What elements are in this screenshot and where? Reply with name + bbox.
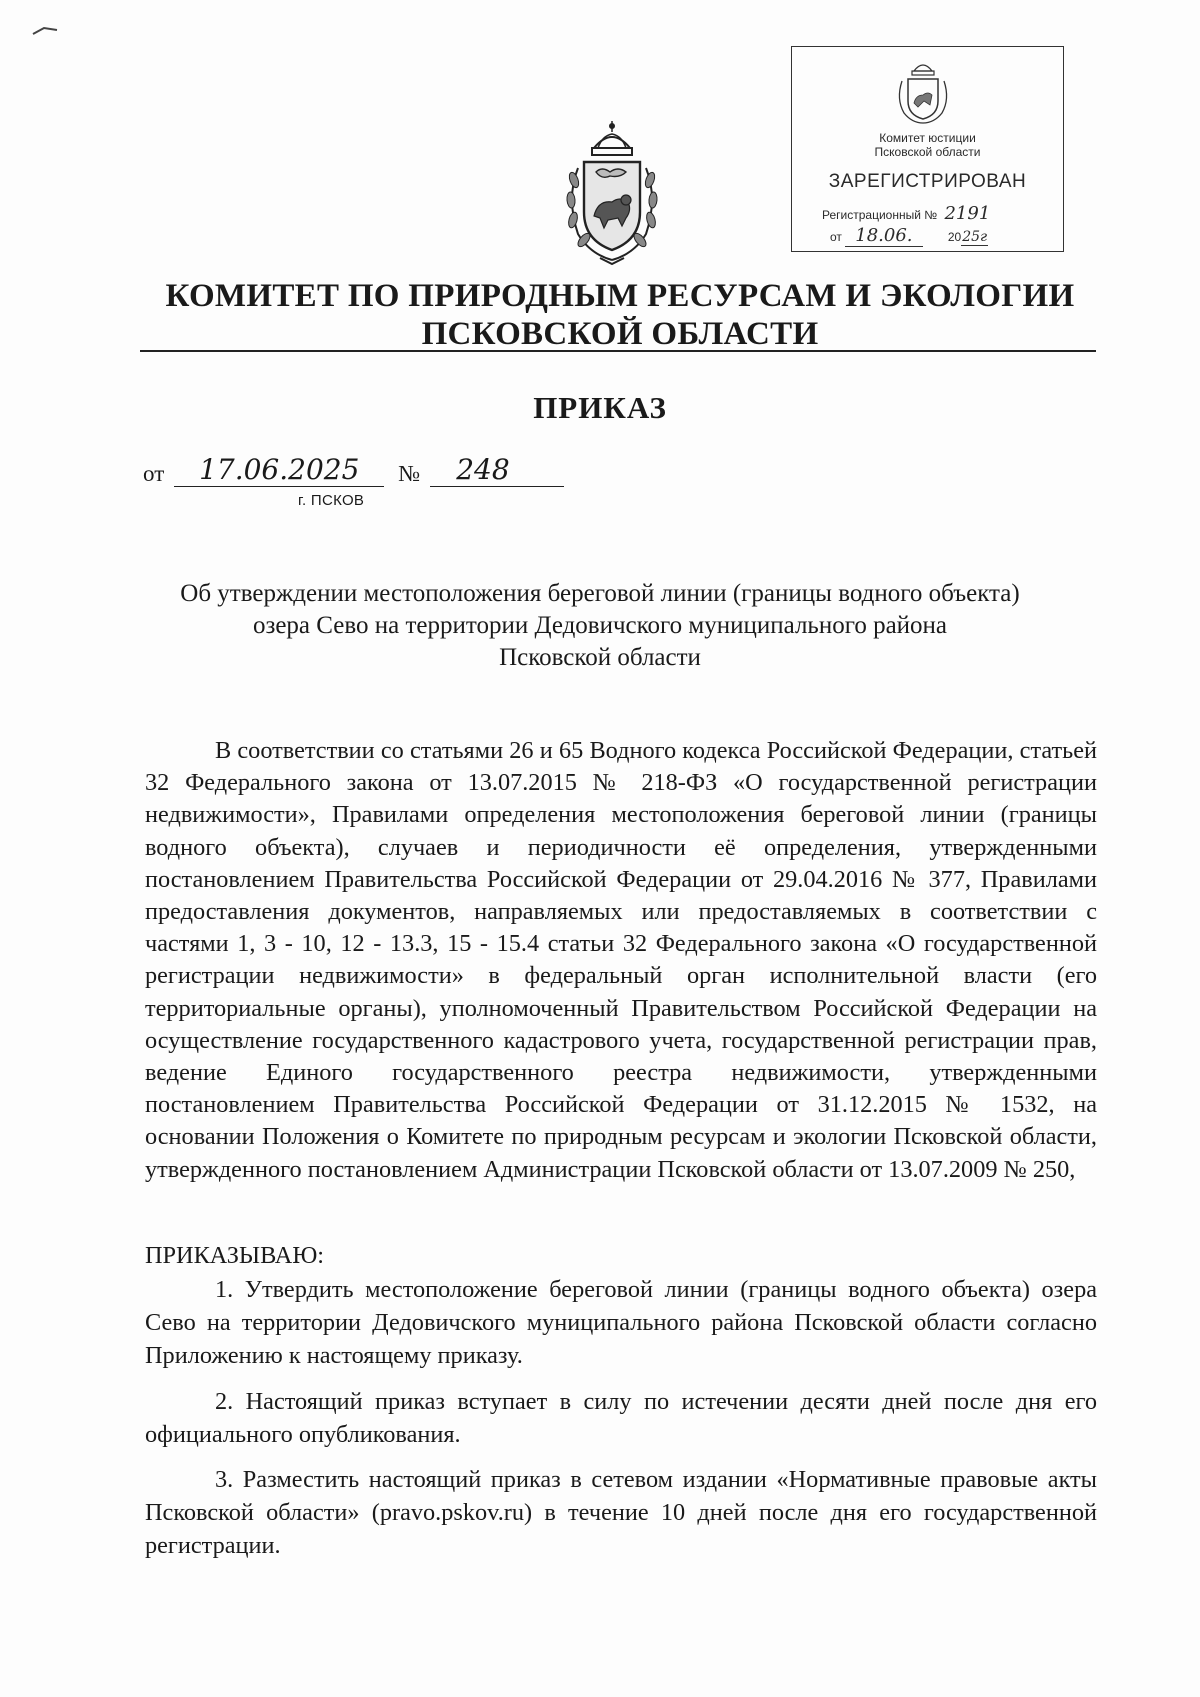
- order-word: ПРИКАЗЫВАЮ:: [145, 1242, 325, 1269]
- stamp-date-handwritten: 18.06.: [845, 225, 922, 247]
- preamble-paragraph: [145, 735, 1097, 1186]
- order-number-label: №: [398, 461, 421, 486]
- subject-line2: озера Сево на территории Дедовичского муниципального района: [252, 612, 948, 639]
- order-item-1-text: 1. Утвердить местоположение береговой линии (границы водного объекта) озера Сево на территории Дедовичского муниципального района Псковской области согласно Приложению к настоящему приказу.: [145, 1276, 1097, 1369]
- stamp-date-prefix: от: [830, 230, 842, 244]
- stamp-year: [948, 230, 988, 244]
- org-title-line1: КОМИТЕТ ПО ПРИРОДНЫМ РЕСУРСАМ И ЭКОЛОГИИ: [165, 278, 1075, 314]
- stamp-year-handwritten: 25г: [962, 229, 988, 245]
- stamp-coat-of-arms-icon: [894, 57, 952, 125]
- stamp-reg-label: Регистрационный №: [822, 208, 938, 222]
- order-date-number-row: [143, 454, 564, 487]
- stamp-reg-number-handwritten: 2191: [944, 203, 991, 224]
- stamp-year-prefix: 20: [947, 230, 962, 244]
- stamp-registered-title: ЗАРЕГИСТРИРОВАН: [828, 171, 1027, 192]
- order-item-2: [145, 1385, 1097, 1451]
- subject-line1: Об утверждении местоположения береговой линии (границы водного объекта): [180, 580, 1020, 607]
- stamp-date: [830, 225, 988, 246]
- stamp-registration-number: [822, 203, 990, 224]
- preamble-text: В соответствии со статьями 26 и 65 Водного кодекса Российской Федерации, статьей 32 Федерального закона от 13.07.2015 № 218-ФЗ «О государственной регистрации недвижимости», Правилами определения местоположения береговой линии (границы водного объекта), случаев и периодичности её определения, утвержденными постановлением Правительства Российской Федерации от 29.04.2016 № 377, Правилами предоставления документов, направляемых или предоставляемых в соответствии с частями 1, 3 - 10, 12 - 13.3, 15 - 15.4 статьи 32 Федерального закона «О государственной регистрации недвижимости» в федеральный орган исполнительной власти (его территориальные органы), уполномоченный Правительством Российской Федерации на осуществление государственного кадастрового учета, государственной регистрации прав, ведение Единого государственного реестра недвижимости, утвержденными постановлением Правительства Российской Федерации от 31.12.2015 № 1532, на основании Положения о Комитете по природным ресурсам и экологии Псковской области, утвержденного постановлением Администрации Псковской области от 13.07.2009 № 250,: [145, 737, 1097, 1183]
- subject-line3: Псковской области: [499, 644, 701, 671]
- scan-artifact-mark: [32, 24, 58, 36]
- org-title-line2: ПСКОВСКОЙ ОБЛАСТИ: [421, 316, 819, 352]
- coat-of-arms-icon: [560, 118, 664, 268]
- registration-stamp: [791, 46, 1064, 252]
- order-item-2-text: 2. Настоящий приказ вступает в силу по истечении десяти дней после дня его официального опубликования.: [145, 1388, 1097, 1448]
- order-date-handwritten: 17.06.2025: [174, 454, 384, 487]
- header-divider: [140, 350, 1096, 352]
- order-date-label: от: [143, 461, 165, 486]
- stamp-org-line1: Комитет юстиции: [879, 131, 976, 145]
- order-subject: [100, 578, 1100, 674]
- order-item-1: [145, 1273, 1097, 1372]
- order-item-3: [145, 1463, 1097, 1562]
- stamp-org-line2: Псковской области: [874, 145, 981, 159]
- document-type-title: ПРИКАЗ: [533, 390, 667, 425]
- order-item-3-text: 3. Разместить настоящий приказ в сетевом издании «Нормативные правовые акты Псковской области» (pravo.pskov.ru) в течение 10 дней после дня его государственной регистрации.: [145, 1466, 1097, 1559]
- order-city: г. ПСКОВ: [298, 492, 365, 509]
- order-number-handwritten: 248: [430, 454, 564, 487]
